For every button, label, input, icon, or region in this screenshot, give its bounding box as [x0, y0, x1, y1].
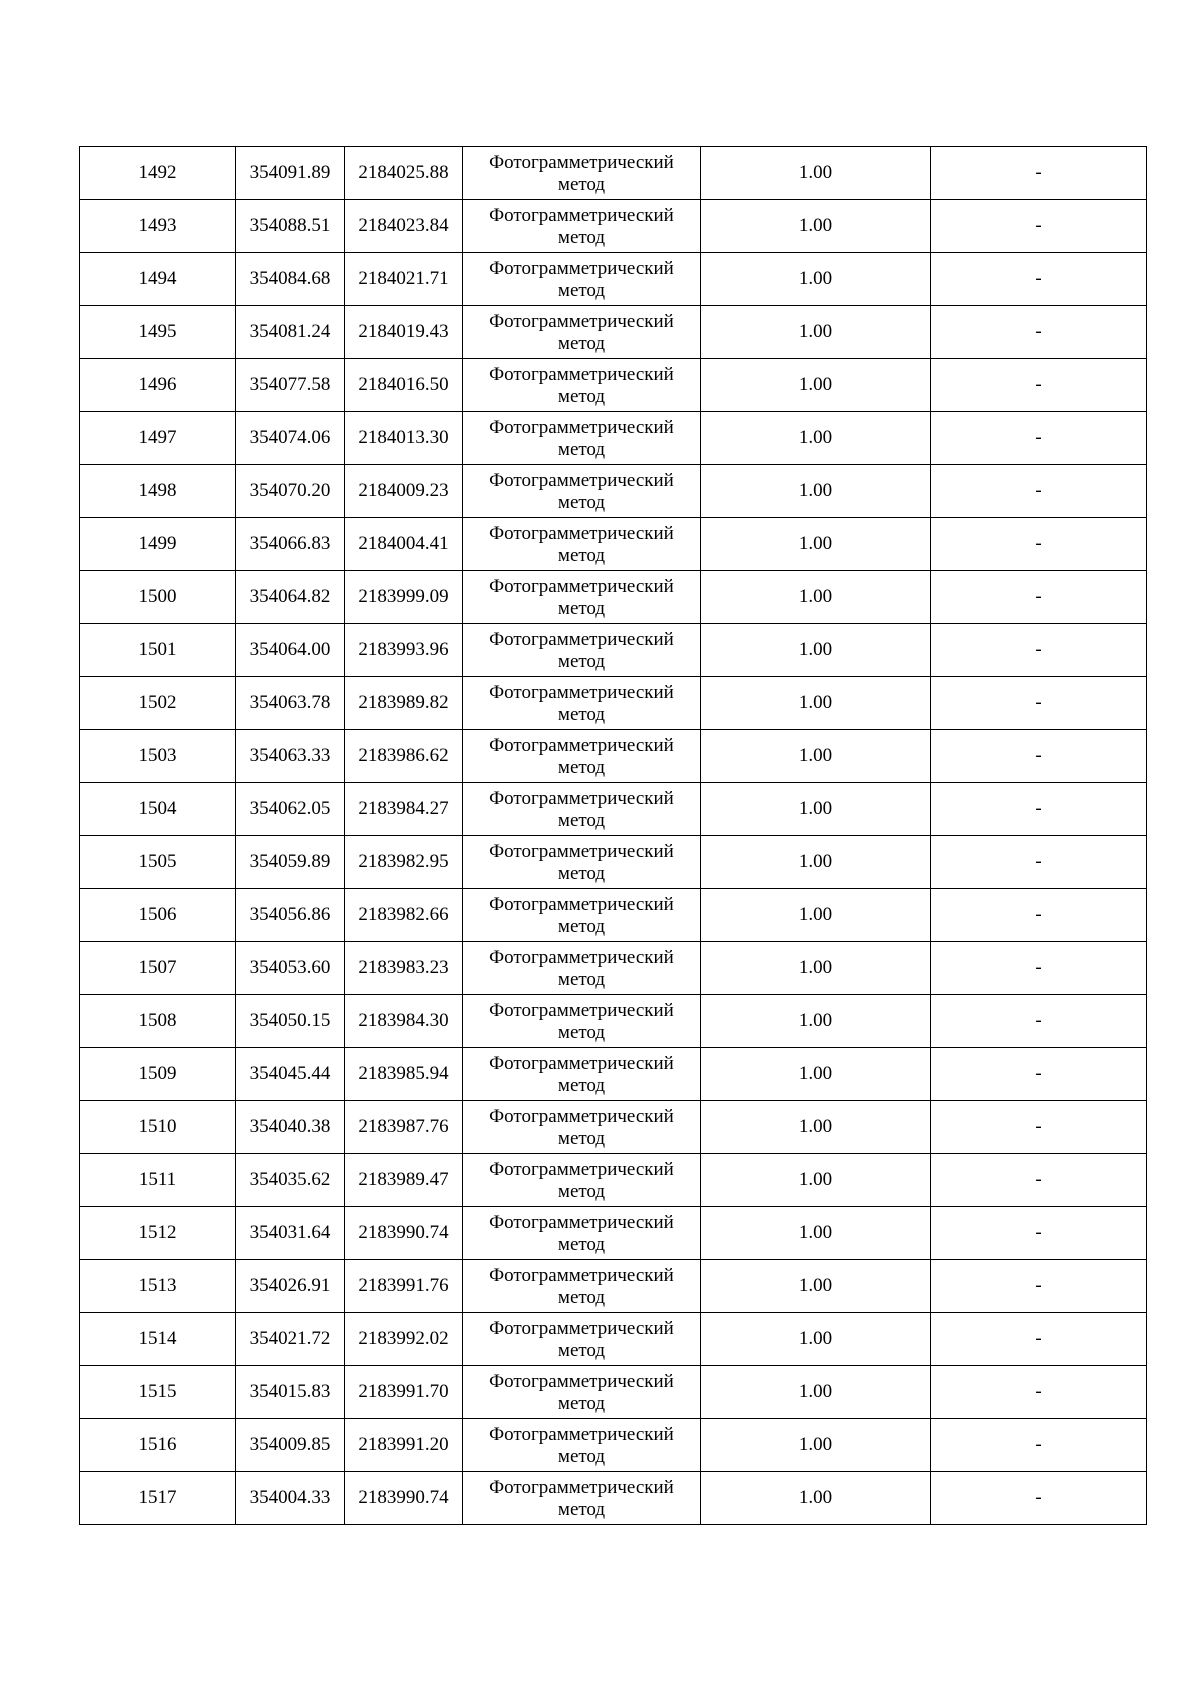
table-row	[80, 412, 1147, 465]
x-coordinate-cell: 354081.24	[236, 306, 345, 359]
method-line-1: Фотограмметрический	[489, 257, 674, 279]
method-cell	[463, 1048, 701, 1101]
point-number-cell: 1492	[80, 147, 236, 200]
y-coordinate-cell: 2183993.96	[345, 624, 463, 677]
accuracy-cell: 1.00	[701, 1207, 931, 1260]
method-line-2: метод	[557, 915, 606, 937]
description-cell: -	[931, 253, 1147, 306]
method-cell	[463, 253, 701, 306]
y-coordinate-cell: 2183991.20	[345, 1419, 463, 1472]
y-coordinate-cell: 2183987.76	[345, 1101, 463, 1154]
method-cell	[463, 1419, 701, 1472]
method-line-1: Фотограмметрический	[489, 1105, 674, 1127]
point-number-cell: 1497	[80, 412, 236, 465]
method-line-1: Фотограмметрический	[489, 1370, 674, 1392]
method-line-1: Фотограмметрический	[489, 1317, 674, 1339]
method-cell	[463, 1260, 701, 1313]
table-row	[80, 836, 1147, 889]
accuracy-cell: 1.00	[701, 1260, 931, 1313]
method-line-2: метод	[557, 756, 606, 778]
method-line-1: Фотограмметрический	[489, 734, 674, 756]
method-line-2: метод	[557, 385, 606, 407]
point-number-cell: 1511	[80, 1154, 236, 1207]
method-line-1: Фотограмметрический	[489, 1158, 674, 1180]
description-cell: -	[931, 942, 1147, 995]
y-coordinate-cell: 2184016.50	[345, 359, 463, 412]
x-coordinate-cell: 354091.89	[236, 147, 345, 200]
x-coordinate-cell: 354063.78	[236, 677, 345, 730]
method-line-1: Фотограмметрический	[489, 946, 674, 968]
y-coordinate-cell: 2183990.74	[345, 1472, 463, 1525]
accuracy-cell: 1.00	[701, 836, 931, 889]
y-coordinate-cell: 2183991.70	[345, 1366, 463, 1419]
accuracy-cell: 1.00	[701, 412, 931, 465]
y-coordinate-cell: 2183984.27	[345, 783, 463, 836]
accuracy-cell: 1.00	[701, 253, 931, 306]
description-cell: -	[931, 1048, 1147, 1101]
x-coordinate-cell: 354070.20	[236, 465, 345, 518]
table-row	[80, 1419, 1147, 1472]
description-cell: -	[931, 147, 1147, 200]
method-cell	[463, 412, 701, 465]
point-number-cell: 1517	[80, 1472, 236, 1525]
description-cell: -	[931, 1207, 1147, 1260]
method-line-2: метод	[557, 1180, 606, 1202]
x-coordinate-cell: 354004.33	[236, 1472, 345, 1525]
x-coordinate-cell: 354074.06	[236, 412, 345, 465]
method-line-1: Фотограмметрический	[489, 628, 674, 650]
accuracy-cell: 1.00	[701, 942, 931, 995]
method-cell	[463, 1313, 701, 1366]
table-row	[80, 1101, 1147, 1154]
method-cell	[463, 995, 701, 1048]
table-row	[80, 889, 1147, 942]
method-line-2: метод	[557, 968, 606, 990]
table-row	[80, 624, 1147, 677]
y-coordinate-cell: 2183990.74	[345, 1207, 463, 1260]
method-cell	[463, 147, 701, 200]
method-line-2: метод	[557, 1445, 606, 1467]
table-row	[80, 359, 1147, 412]
point-number-cell: 1504	[80, 783, 236, 836]
description-cell: -	[931, 465, 1147, 518]
y-coordinate-cell: 2183992.02	[345, 1313, 463, 1366]
y-coordinate-cell: 2183991.76	[345, 1260, 463, 1313]
method-cell	[463, 1366, 701, 1419]
x-coordinate-cell: 354031.64	[236, 1207, 345, 1260]
point-number-cell: 1496	[80, 359, 236, 412]
method-line-1: Фотограмметрический	[489, 1211, 674, 1233]
method-cell	[463, 1154, 701, 1207]
x-coordinate-cell: 354015.83	[236, 1366, 345, 1419]
method-line-1: Фотограмметрический	[489, 999, 674, 1021]
method-cell	[463, 889, 701, 942]
method-line-2: метод	[557, 650, 606, 672]
method-line-2: метод	[557, 809, 606, 831]
accuracy-cell: 1.00	[701, 1419, 931, 1472]
description-cell: -	[931, 783, 1147, 836]
y-coordinate-cell: 2183983.23	[345, 942, 463, 995]
accuracy-cell: 1.00	[701, 200, 931, 253]
method-cell	[463, 624, 701, 677]
table-row	[80, 1472, 1147, 1525]
point-number-cell: 1494	[80, 253, 236, 306]
table-row	[80, 1366, 1147, 1419]
y-coordinate-cell: 2183985.94	[345, 1048, 463, 1101]
point-number-cell: 1499	[80, 518, 236, 571]
accuracy-cell: 1.00	[701, 465, 931, 518]
x-coordinate-cell: 354063.33	[236, 730, 345, 783]
x-coordinate-cell: 354088.51	[236, 200, 345, 253]
method-line-1: Фотограмметрический	[489, 1052, 674, 1074]
point-number-cell: 1498	[80, 465, 236, 518]
method-line-2: метод	[557, 1074, 606, 1096]
accuracy-cell: 1.00	[701, 1472, 931, 1525]
description-cell: -	[931, 889, 1147, 942]
method-line-2: метод	[557, 332, 606, 354]
table-row	[80, 677, 1147, 730]
x-coordinate-cell: 354064.82	[236, 571, 345, 624]
accuracy-cell: 1.00	[701, 889, 931, 942]
y-coordinate-cell: 2183999.09	[345, 571, 463, 624]
method-cell	[463, 1472, 701, 1525]
table-row	[80, 783, 1147, 836]
table-row	[80, 942, 1147, 995]
method-line-1: Фотограмметрический	[489, 1476, 674, 1498]
method-line-1: Фотограмметрический	[489, 787, 674, 809]
method-cell	[463, 465, 701, 518]
method-cell	[463, 677, 701, 730]
description-cell: -	[931, 995, 1147, 1048]
method-cell	[463, 359, 701, 412]
point-number-cell: 1515	[80, 1366, 236, 1419]
method-line-1: Фотограмметрический	[489, 363, 674, 385]
method-cell	[463, 200, 701, 253]
method-cell	[463, 1101, 701, 1154]
method-line-2: метод	[557, 1286, 606, 1308]
point-number-cell: 1495	[80, 306, 236, 359]
method-line-2: метод	[557, 1233, 606, 1255]
table-row	[80, 147, 1147, 200]
method-line-1: Фотограмметрический	[489, 416, 674, 438]
point-number-cell: 1512	[80, 1207, 236, 1260]
point-number-cell: 1501	[80, 624, 236, 677]
method-line-2: метод	[557, 1498, 606, 1520]
method-line-2: метод	[557, 862, 606, 884]
method-line-1: Фотограмметрический	[489, 893, 674, 915]
x-coordinate-cell: 354053.60	[236, 942, 345, 995]
y-coordinate-cell: 2183984.30	[345, 995, 463, 1048]
method-cell	[463, 306, 701, 359]
method-line-1: Фотограмметрический	[489, 310, 674, 332]
method-cell	[463, 730, 701, 783]
point-number-cell: 1510	[80, 1101, 236, 1154]
description-cell: -	[931, 1313, 1147, 1366]
point-number-cell: 1508	[80, 995, 236, 1048]
y-coordinate-cell: 2184021.71	[345, 253, 463, 306]
x-coordinate-cell: 354021.72	[236, 1313, 345, 1366]
x-coordinate-cell: 354059.89	[236, 836, 345, 889]
y-coordinate-cell: 2183989.82	[345, 677, 463, 730]
accuracy-cell: 1.00	[701, 571, 931, 624]
point-number-cell: 1514	[80, 1313, 236, 1366]
accuracy-cell: 1.00	[701, 147, 931, 200]
description-cell: -	[931, 359, 1147, 412]
description-cell: -	[931, 306, 1147, 359]
table-row	[80, 1260, 1147, 1313]
description-cell: -	[931, 518, 1147, 571]
method-line-1: Фотограмметрический	[489, 1264, 674, 1286]
accuracy-cell: 1.00	[701, 1366, 931, 1419]
table-row	[80, 571, 1147, 624]
description-cell: -	[931, 571, 1147, 624]
x-coordinate-cell: 354026.91	[236, 1260, 345, 1313]
x-coordinate-cell: 354084.68	[236, 253, 345, 306]
method-line-2: метод	[557, 226, 606, 248]
description-cell: -	[931, 200, 1147, 253]
x-coordinate-cell: 354064.00	[236, 624, 345, 677]
x-coordinate-cell: 354050.15	[236, 995, 345, 1048]
x-coordinate-cell: 354066.83	[236, 518, 345, 571]
accuracy-cell: 1.00	[701, 677, 931, 730]
method-line-1: Фотограмметрический	[489, 469, 674, 491]
method-cell	[463, 942, 701, 995]
method-line-2: метод	[557, 438, 606, 460]
y-coordinate-cell: 2183989.47	[345, 1154, 463, 1207]
description-cell: -	[931, 1260, 1147, 1313]
y-coordinate-cell: 2184023.84	[345, 200, 463, 253]
point-number-cell: 1500	[80, 571, 236, 624]
table-row	[80, 1313, 1147, 1366]
method-line-1: Фотограмметрический	[489, 151, 674, 173]
description-cell: -	[931, 677, 1147, 730]
table-row	[80, 253, 1147, 306]
method-line-1: Фотограмметрический	[489, 1423, 674, 1445]
accuracy-cell: 1.00	[701, 995, 931, 1048]
method-line-2: метод	[557, 1392, 606, 1414]
table-row	[80, 306, 1147, 359]
table-row	[80, 518, 1147, 571]
method-cell	[463, 783, 701, 836]
description-cell: -	[931, 1472, 1147, 1525]
method-line-2: метод	[557, 544, 606, 566]
y-coordinate-cell: 2183982.95	[345, 836, 463, 889]
accuracy-cell: 1.00	[701, 1048, 931, 1101]
description-cell: -	[931, 836, 1147, 889]
method-line-2: метод	[557, 491, 606, 513]
method-line-2: метод	[557, 279, 606, 301]
method-line-1: Фотограмметрический	[489, 204, 674, 226]
table-row	[80, 1207, 1147, 1260]
table-row	[80, 465, 1147, 518]
x-coordinate-cell: 354056.86	[236, 889, 345, 942]
table-row	[80, 995, 1147, 1048]
method-line-2: метод	[557, 173, 606, 195]
method-line-2: метод	[557, 597, 606, 619]
accuracy-cell: 1.00	[701, 1101, 931, 1154]
description-cell: -	[931, 1419, 1147, 1472]
method-line-2: метод	[557, 1339, 606, 1361]
method-cell	[463, 571, 701, 624]
method-line-2: метод	[557, 703, 606, 725]
point-number-cell: 1502	[80, 677, 236, 730]
x-coordinate-cell: 354045.44	[236, 1048, 345, 1101]
x-coordinate-cell: 354077.58	[236, 359, 345, 412]
accuracy-cell: 1.00	[701, 624, 931, 677]
coordinates-table-body	[80, 147, 1147, 1525]
method-cell	[463, 518, 701, 571]
point-number-cell: 1513	[80, 1260, 236, 1313]
accuracy-cell: 1.00	[701, 306, 931, 359]
method-line-2: метод	[557, 1127, 606, 1149]
description-cell: -	[931, 1101, 1147, 1154]
accuracy-cell: 1.00	[701, 518, 931, 571]
table-row	[80, 200, 1147, 253]
x-coordinate-cell: 354040.38	[236, 1101, 345, 1154]
table-row	[80, 1048, 1147, 1101]
table-row	[80, 1154, 1147, 1207]
table-row	[80, 730, 1147, 783]
y-coordinate-cell: 2183986.62	[345, 730, 463, 783]
y-coordinate-cell: 2183982.66	[345, 889, 463, 942]
accuracy-cell: 1.00	[701, 730, 931, 783]
description-cell: -	[931, 412, 1147, 465]
x-coordinate-cell: 354062.05	[236, 783, 345, 836]
point-number-cell: 1509	[80, 1048, 236, 1101]
description-cell: -	[931, 730, 1147, 783]
method-line-1: Фотограмметрический	[489, 681, 674, 703]
description-cell: -	[931, 624, 1147, 677]
accuracy-cell: 1.00	[701, 783, 931, 836]
description-cell: -	[931, 1154, 1147, 1207]
method-line-2: метод	[557, 1021, 606, 1043]
method-cell	[463, 1207, 701, 1260]
point-number-cell: 1507	[80, 942, 236, 995]
y-coordinate-cell: 2184019.43	[345, 306, 463, 359]
y-coordinate-cell: 2184004.41	[345, 518, 463, 571]
point-number-cell: 1493	[80, 200, 236, 253]
accuracy-cell: 1.00	[701, 1313, 931, 1366]
accuracy-cell: 1.00	[701, 1154, 931, 1207]
point-number-cell: 1506	[80, 889, 236, 942]
point-number-cell: 1516	[80, 1419, 236, 1472]
point-number-cell: 1503	[80, 730, 236, 783]
x-coordinate-cell: 354035.62	[236, 1154, 345, 1207]
method-line-1: Фотограмметрический	[489, 522, 674, 544]
x-coordinate-cell: 354009.85	[236, 1419, 345, 1472]
point-number-cell: 1505	[80, 836, 236, 889]
accuracy-cell: 1.00	[701, 359, 931, 412]
coordinates-table	[79, 146, 1147, 1525]
y-coordinate-cell: 2184025.88	[345, 147, 463, 200]
y-coordinate-cell: 2184013.30	[345, 412, 463, 465]
method-line-1: Фотограмметрический	[489, 840, 674, 862]
method-cell	[463, 836, 701, 889]
y-coordinate-cell: 2184009.23	[345, 465, 463, 518]
description-cell: -	[931, 1366, 1147, 1419]
method-line-1: Фотограмметрический	[489, 575, 674, 597]
